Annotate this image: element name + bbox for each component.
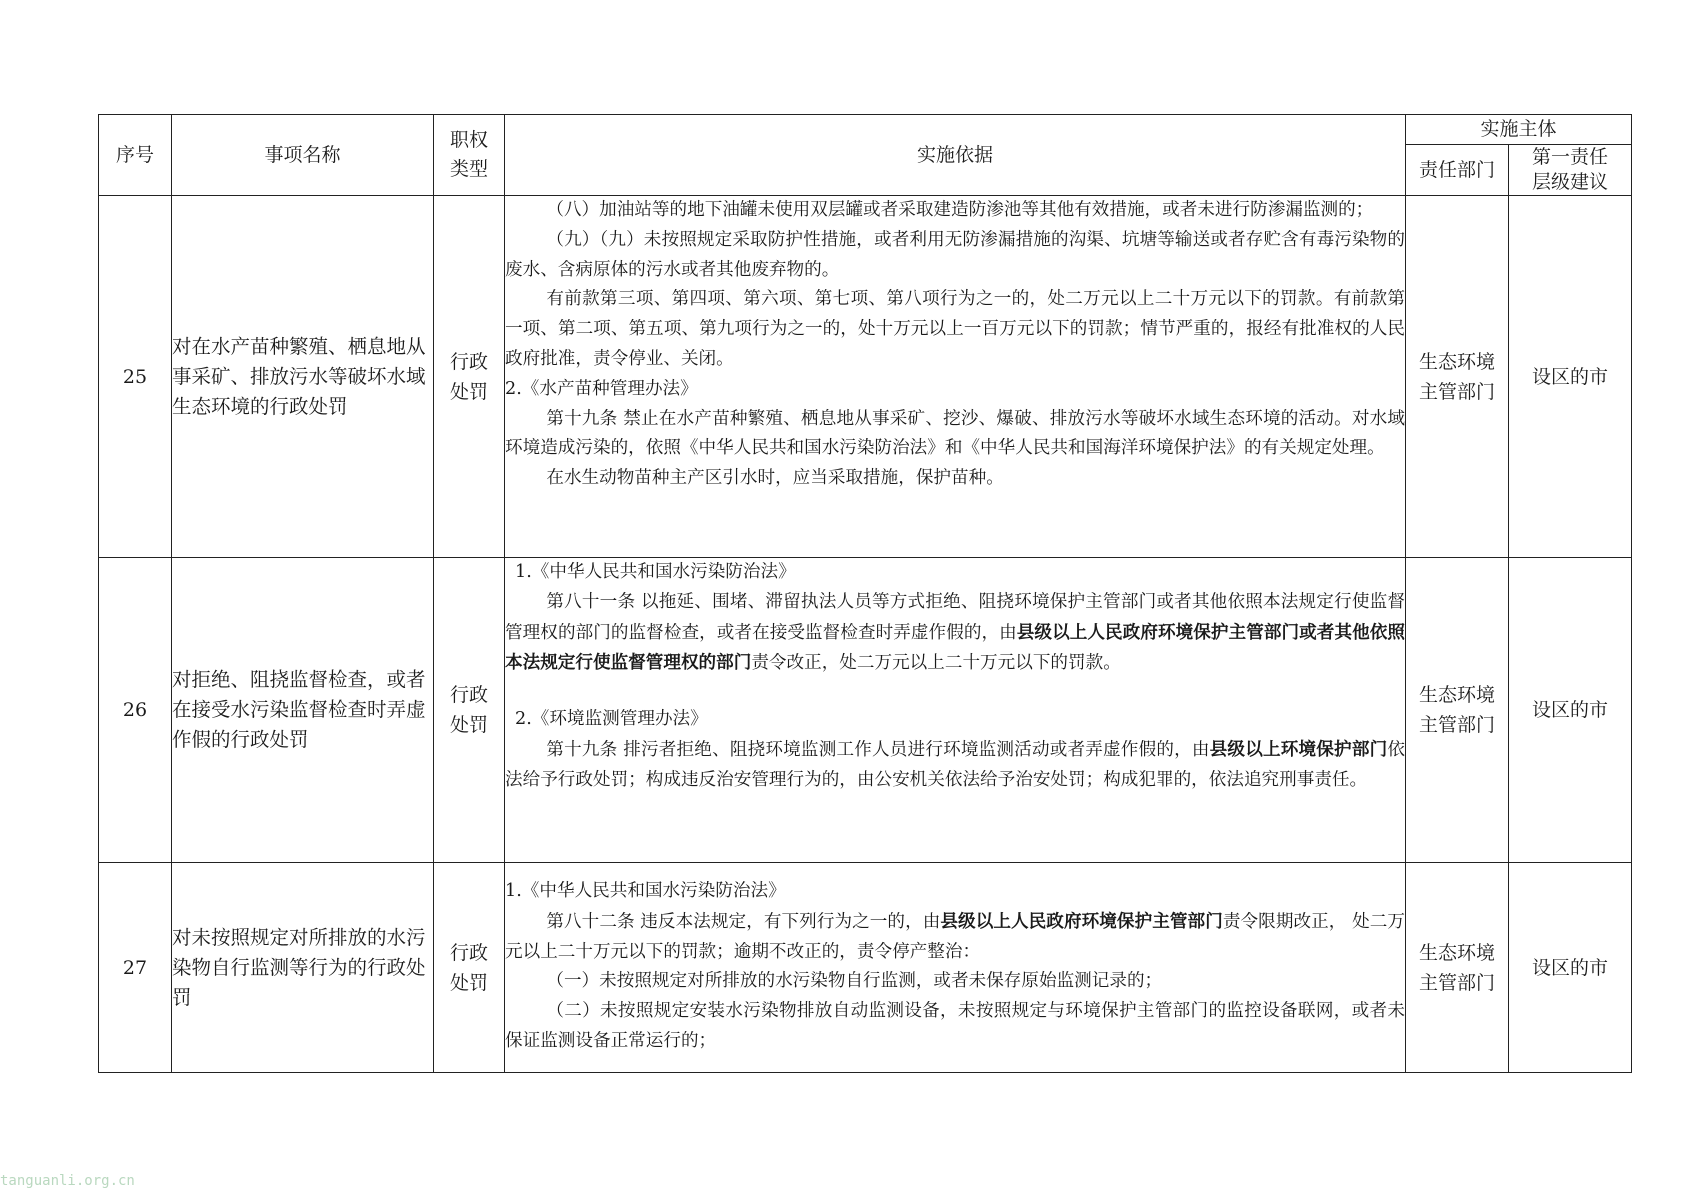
basis-paragraph: 有前款第三项、第四项、第六项、第七项、第八项行为之一的，处二万元以上二十万元以下的罚款。有前款第一项、第二项、第五项、第九项行为之一的，处十万元以上一百万元以下的罚款；情节严重的，报经有批准权的人民政府批准，责令停业、关闭。 bbox=[505, 289, 1405, 369]
watermark: tanguanli.org.cn bbox=[0, 1173, 135, 1189]
row-seq: 25 bbox=[99, 196, 172, 558]
basis-paragraph bbox=[505, 907, 1405, 968]
row-type: 行政处罚 bbox=[434, 558, 505, 863]
row-item-name: 对拒绝、阻挠监督检查，或者在接受水污染监督检查时弄虚作假的行政处罚 bbox=[172, 558, 434, 863]
row-seq: 27 bbox=[99, 863, 172, 1073]
basis-bold-authority: 县级以上人民政府环境保护主管部门或者其他依照本法规定行使监督管理权的部门 bbox=[505, 621, 1405, 674]
blank-line bbox=[505, 679, 1405, 705]
basis-law-title: 1.《中华人民共和国水污染防治法》 bbox=[505, 881, 786, 901]
enforcement-table bbox=[98, 114, 1632, 1073]
table-row bbox=[99, 196, 1632, 558]
basis-paragraph bbox=[505, 735, 1405, 796]
basis-text: 第八十二条 违反本法规定，有下列行为之一的，由 bbox=[546, 911, 941, 932]
header-dept: 责任部门 bbox=[1406, 145, 1509, 196]
header-subject: 实施主体 bbox=[1406, 115, 1632, 145]
header-type: 职权类型 bbox=[434, 115, 505, 196]
table-row bbox=[99, 558, 1632, 863]
row-level: 设区的市 bbox=[1509, 558, 1632, 863]
basis-paragraph: （二）未按照规定安装水污染物排放自动监测设备，未按照规定与环境保护主管部门的监控设备联网，或者未保证监测设备正常运行的； bbox=[505, 1001, 1405, 1051]
header-row-1 bbox=[99, 115, 1632, 145]
basis-law-title: 2.《环境监测管理办法》 bbox=[515, 709, 708, 730]
row-type: 行政处罚 bbox=[434, 196, 505, 558]
row-basis bbox=[505, 558, 1406, 863]
basis-paragraph bbox=[505, 588, 1405, 679]
basis-text: 责令限期改正， 处二万元以上二十万元以下的罚款；逾期不改正的，责令停产整治： bbox=[505, 911, 1405, 962]
basis-bold-authority: 县级以上环境保护部门 bbox=[1209, 738, 1388, 760]
row-basis bbox=[505, 196, 1406, 558]
basis-paragraph: 第十九条 禁止在水产苗种繁殖、栖息地从事采矿、挖沙、爆破、排放污水等破坏水域生态环境的活动。对水域环境造成污染的，依照《中华人民共和国水污染防治法》和《中华人民共和国海洋环境保护法》的有关规定处理。 bbox=[505, 408, 1405, 459]
row-dept: 生态环境主管部门 bbox=[1406, 196, 1509, 558]
row-basis bbox=[505, 863, 1406, 1073]
basis-paragraph: （九）（九）未按照规定采取防护性措施，或者利用无防渗漏措施的沟渠、坑塘等输送或者存贮含有毒污染物的废水、含病原体的污水或者其他废弃物的。 bbox=[505, 229, 1405, 280]
header-basis: 实施依据 bbox=[505, 115, 1406, 196]
basis-text: 责令改正，处二万元以上二十万元以下的罚款。 bbox=[751, 653, 1121, 674]
row-item-name: 对在水产苗种繁殖、栖息地从事采矿、排放污水等破坏水域生态环境的行政处罚 bbox=[172, 196, 434, 558]
table-row bbox=[99, 863, 1632, 1073]
header-level: 第一责任层级建议 bbox=[1509, 145, 1632, 196]
basis-bold-authority: 县级以上人民政府环境保护主管部门 bbox=[940, 910, 1223, 932]
row-type: 行政处罚 bbox=[434, 863, 505, 1073]
row-level: 设区的市 bbox=[1509, 863, 1632, 1073]
basis-text: 依法给予行政处罚；构成违反治安管理行为的，由公安机关依法给予治安处罚；构成犯罪的，依法追究刑事责任。 bbox=[505, 739, 1405, 790]
header-seq: 序号 bbox=[99, 115, 172, 196]
basis-law-title: 2.《水产苗种管理办法》 bbox=[505, 378, 698, 399]
header-name: 事项名称 bbox=[172, 115, 434, 196]
row-item-name: 对未按照规定对所排放的水污染物自行监测等行为的行政处罚 bbox=[172, 863, 434, 1073]
basis-paragraph: （一）未按照规定对所排放的水污染物自行监测，或者未保存原始监测记录的； bbox=[546, 971, 1163, 992]
basis-paragraph: 在水生动物苗种主产区引水时，应当采取措施，保护苗种。 bbox=[546, 468, 1004, 489]
basis-text: 第十九条 排污者拒绝、阻挠环境监测工作人员进行环境监测活动或者弄虚作假的，由 bbox=[546, 739, 1210, 760]
row-level: 设区的市 bbox=[1509, 196, 1632, 558]
row-dept: 生态环境主管部门 bbox=[1406, 863, 1509, 1073]
basis-paragraph: （八）加油站等的地下油罐未使用双层罐或者采取建造防渗池等其他有效措施，或者未进行防渗漏监测的； bbox=[546, 200, 1374, 220]
basis-text: 第八十一条 以拖延、围堵、滞留执法人员等方式拒绝、阻挠环境保护主管部门或者其他依照本法规定行使监督管理权的部门的监督检查，或者在接受监督检查时弄虚作假的，由 bbox=[505, 591, 1405, 643]
row-dept: 生态环境主管部门 bbox=[1406, 558, 1509, 863]
row-seq: 26 bbox=[99, 558, 172, 863]
basis-law-title: 1.《中华人民共和国水污染防治法》 bbox=[515, 562, 796, 582]
